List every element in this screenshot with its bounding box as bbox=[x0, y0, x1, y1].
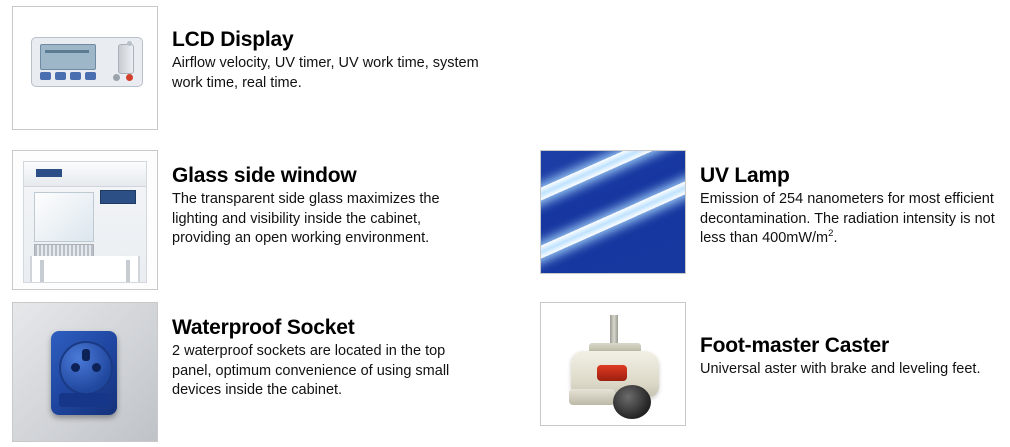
feature-waterproof-socket bbox=[12, 302, 482, 442]
uv-lamp-artwork bbox=[541, 151, 685, 273]
feature-description: 2 waterproof sockets are located in the top panel, optimum convenience of using small devices inside the cabinet. bbox=[172, 343, 450, 398]
lcd-control-panel-photo bbox=[12, 6, 158, 130]
socket-base-shape bbox=[59, 393, 109, 407]
foot-master-caster-text bbox=[700, 302, 1000, 380]
lcd-indicator-red bbox=[126, 74, 133, 81]
caster-stem-shape bbox=[610, 315, 618, 345]
foot-master-caster-photo bbox=[540, 302, 686, 426]
feature-description: Airflow velocity, UV timer, UV work time, system work time, real time. bbox=[172, 55, 479, 91]
lcd-display-text bbox=[172, 6, 482, 93]
cabinet-top-shape bbox=[24, 162, 146, 187]
socket-ground-pin bbox=[82, 349, 90, 361]
lcd-indicator-small bbox=[127, 41, 132, 46]
uv-tube-lower bbox=[540, 178, 686, 266]
uv-description-superscript: 2 bbox=[828, 228, 834, 240]
biosafety-cabinet-photo bbox=[12, 150, 158, 290]
feature-title: LCD Display bbox=[172, 28, 294, 51]
glass-side-window-text bbox=[172, 150, 482, 249]
caster-artwork bbox=[541, 303, 685, 425]
lcd-button bbox=[40, 72, 51, 80]
socket-artwork bbox=[13, 303, 157, 441]
lcd-screen-shape bbox=[40, 44, 96, 70]
feature-glass-side-window bbox=[12, 150, 482, 290]
caster-brake-shape bbox=[597, 365, 627, 381]
cabinet-base-shape bbox=[30, 256, 140, 282]
feature-description: Universal aster with brake and leveling feet. bbox=[700, 361, 981, 377]
blue-waterproof-socket-photo bbox=[12, 302, 158, 442]
socket-body-shape bbox=[51, 331, 117, 415]
cabinet-leg-right bbox=[126, 260, 130, 282]
lcd-button bbox=[85, 72, 96, 80]
lcd-knob-shape bbox=[118, 44, 134, 74]
caster-leveling-foot-shape bbox=[569, 389, 615, 405]
feature-title: Waterproof Socket bbox=[172, 316, 355, 339]
feature-title: UV Lamp bbox=[700, 164, 790, 187]
feature-lcd-display bbox=[12, 6, 482, 130]
cabinet-artwork bbox=[13, 151, 157, 289]
cabinet-control-panel-shape bbox=[100, 190, 136, 204]
cabinet-glass-window-shape bbox=[34, 192, 94, 242]
feature-uv-lamp bbox=[540, 150, 1000, 274]
cabinet-body-shape bbox=[23, 161, 147, 283]
feature-title: Glass side window bbox=[172, 164, 357, 187]
uv-description-tail: . bbox=[833, 230, 838, 246]
socket-hole bbox=[92, 363, 101, 372]
lcd-button-row bbox=[40, 72, 96, 80]
lcd-artwork bbox=[13, 7, 157, 129]
lcd-panel-shape bbox=[31, 37, 143, 87]
uv-lamp-text bbox=[700, 150, 1000, 249]
lcd-indicator-gray bbox=[113, 74, 120, 81]
socket-face-shape bbox=[59, 341, 113, 395]
caster-wheel-shape bbox=[613, 385, 651, 419]
cabinet-brand-label bbox=[36, 169, 62, 177]
lcd-button bbox=[55, 72, 66, 80]
socket-hole bbox=[71, 363, 80, 372]
waterproof-socket-text bbox=[172, 302, 482, 401]
feature-foot-master-caster bbox=[540, 302, 1000, 426]
cabinet-leg-left bbox=[40, 260, 44, 282]
lcd-button bbox=[70, 72, 81, 80]
feature-description: The transparent side glass maximizes the lighting and visibility inside the cabinet, providing an open working environment. bbox=[172, 191, 440, 246]
feature-description bbox=[700, 190, 1000, 249]
uv-description-main: Emission of 254 nanometers for most efficient decontamination. The radiation intensity is not less than 400mW/m bbox=[700, 191, 995, 246]
uv-lamp-photo bbox=[540, 150, 686, 274]
feature-title: Foot-master Caster bbox=[700, 334, 889, 357]
